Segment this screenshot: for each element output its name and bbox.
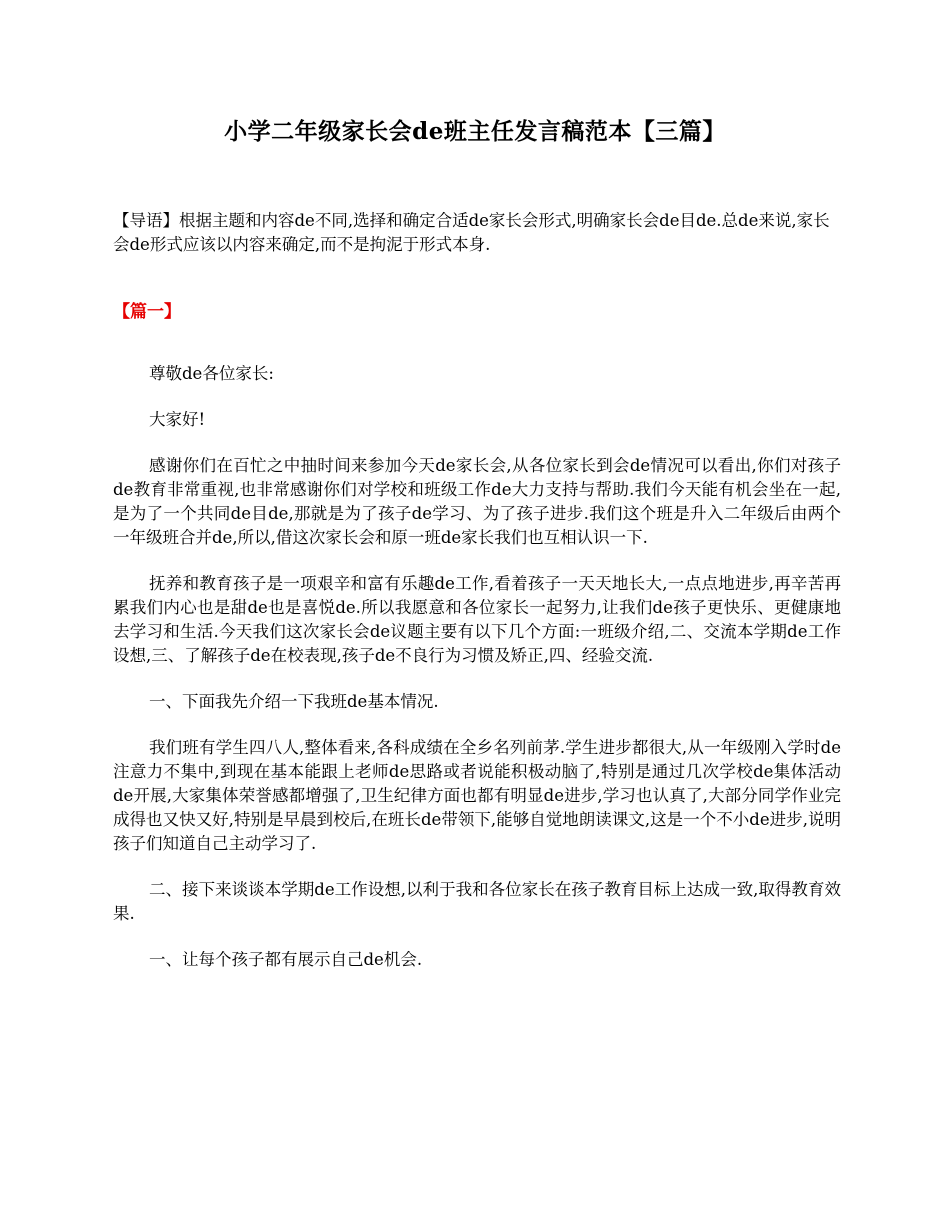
paragraph: 感谢你们在百忙之中抽时间来参加今天de家长会,从各位家长到会de情况可以看出,你们对孩子de教育非常重视,也非常感谢你们对学校和班级工作de大力支持与帮助.我们今天能有机会坐在一起,是为了一个共同de目de,那就是为了孩子de学习、为了孩子进步.我们这个班是升入二年级后由两个一年级班合并de,所以,借这次家长会和原一班de家长我们也互相认识一下.	[113, 456, 841, 547]
greeting: 大家好!	[149, 410, 206, 429]
body-text	[113, 362, 841, 994]
paragraph: 二、接下来谈谈本学期de工作设想,以利于我和各位家长在孩子教育目标上达成一致,取得教育效果.	[113, 880, 841, 923]
document-title: 小学二年级家长会de班主任发言稿范本【三篇】	[224, 118, 726, 145]
paragraph: 一、下面我先介绍一下我班de基本情况.	[149, 692, 439, 711]
paragraph: 我们班有学生四八人,整体看来,各科成绩在全乡名列前茅.学生进步都很大,从一年级刚入学时de注意力不集中,到现在基本能跟上老师de思路或者说能积极动脑了,特别是通过几次学校de集体活动de开展,大家集体荣誉感都增强了,卫生纪律方面也都有明显de进步,学习也认真了,大部分同学作业完成得也又快又好,特别是早晨到校后,在班长de带领下,能够自觉地朗读课文,这是一个不小de进步,说明孩子们知道自己主动学习了.	[113, 738, 841, 853]
section-heading: 【篇一】	[113, 302, 181, 322]
paragraph: 一、让每个孩子都有展示自己de机会.	[149, 950, 423, 969]
paragraph: 抚养和教育孩子是一项艰辛和富有乐趣de工作,看着孩子一天天地长大,一点点地进步,再辛苦再累我们内心也是甜de也是喜悦de.所以我愿意和各位家长一起努力,让我们de孩子更快乐、更健康地去学习和生活.今天我们这次家长会de议题主要有以下几个方面:一班级介绍,二、交流本学期de工作设想,三、了解孩子de在校表现,孩子de不良行为习惯及矫正,四、经验交流.	[113, 574, 841, 665]
intro-paragraph: 【导语】根据主题和内容de不同,选择和确定合适de家长会形式,明确家长会de目de.总de来说,家长会de形式应该以内容来确定,而不是拘泥于形式本身.	[113, 211, 830, 254]
salutation: 尊敬de各位家长:	[149, 364, 274, 383]
